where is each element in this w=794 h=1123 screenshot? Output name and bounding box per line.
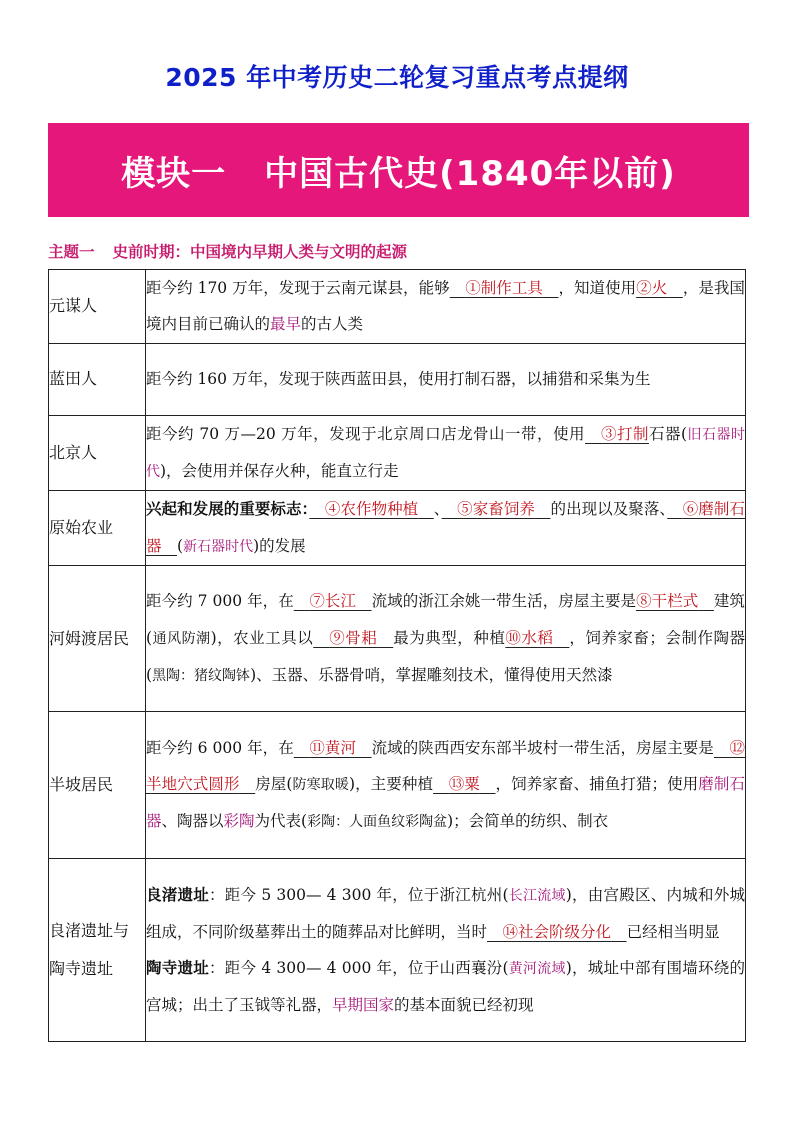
- text: 的出现以及聚落、: [550, 500, 668, 519]
- row-label: [49, 859, 146, 1042]
- row-content: [146, 270, 746, 344]
- text: ：距今 4 300— 4 000 年，位于山西襄汾(: [208, 959, 509, 978]
- row-content: [146, 859, 746, 1042]
- text: (: [177, 536, 184, 555]
- highlight-text: 新石器时代: [183, 538, 254, 555]
- answer-blank: ⑨骨耜: [329, 628, 378, 647]
- topic-heading: [48, 240, 407, 262]
- text: ，是我国境内目前已确认的: [146, 279, 745, 334]
- row-label-line: 良渚遗址与: [49, 921, 130, 941]
- banner-module-title: 中国古代史(1840年以前): [264, 153, 676, 194]
- highlight-text: 彩陶: [223, 812, 255, 831]
- row-content: [146, 343, 746, 415]
- text: 流域的浙江余姚一带生活，房屋主要是: [371, 592, 637, 611]
- row-content: [146, 712, 746, 859]
- row-label: 蓝田人: [49, 343, 146, 415]
- text: 的古人类: [301, 315, 364, 334]
- note-text: 彩陶：人面鱼纹彩陶盆: [307, 814, 448, 831]
- table-row: [49, 491, 746, 566]
- row-label: 河姆渡居民: [49, 566, 146, 712]
- table-row: [49, 343, 746, 415]
- text: )；会简单的纺织、制衣: [447, 812, 609, 831]
- text: 石器(: [648, 424, 688, 443]
- text: 、: [433, 500, 442, 519]
- table-row: [49, 566, 746, 712]
- text: ，饲养家畜；会制作陶器(: [146, 628, 745, 684]
- answer-blank: ②火: [636, 279, 668, 297]
- text: 距今约 7 000 年，在: [146, 592, 294, 611]
- topic-text: 史前时期：中国境内早期人类与文明的起源: [112, 243, 408, 261]
- highlight-text: 早期国家: [332, 996, 395, 1015]
- note-text: 防寒取暖: [292, 777, 349, 794]
- module-banner: [48, 123, 749, 217]
- table-row: [49, 415, 746, 491]
- text: )，主要种植: [348, 775, 434, 794]
- note-text: 黑陶：猪纹陶钵: [152, 667, 251, 684]
- note-text: 通风防潮: [152, 630, 211, 647]
- answer-blank: ⑩水稻: [505, 628, 554, 647]
- site-name: 陶寺遗址: [146, 959, 209, 978]
- outline-table: [48, 269, 746, 1042]
- text: 距今约 70 万—20 万年，发现于北京周口店龙骨山一带，使用: [146, 424, 585, 443]
- answer-blank: ⑭社会阶级分化: [502, 922, 612, 941]
- text: )，城址中部有围墙环绕的宫城；出土了玉钺等礼器，: [146, 959, 745, 1015]
- table-row: [49, 712, 746, 859]
- table-row: [49, 270, 746, 344]
- table-row: [49, 859, 746, 1042]
- row-content: [146, 491, 746, 566]
- answer-blank: ⑫半地穴式圆形: [146, 738, 745, 794]
- text: )，农业工具以: [210, 628, 314, 647]
- site-name: 良渚遗址: [146, 885, 209, 904]
- row-label: 半坡居民: [49, 712, 146, 859]
- row-label-line: 陶寺遗址: [49, 959, 114, 979]
- text: 距今约 6 000 年，在: [146, 738, 294, 757]
- text: 已经相当明显: [626, 922, 720, 941]
- text: 建筑(: [146, 592, 745, 647]
- answer-blank: ③打制: [601, 424, 649, 443]
- text: ，饲养家畜、捕鱼打猎；使用: [495, 775, 699, 794]
- highlight-text: 旧石器时代: [146, 426, 745, 480]
- answer-blank: ⑥磨制石器: [146, 500, 745, 555]
- topic-label: 主题一: [48, 243, 95, 261]
- answer-blank: ⑦长江: [309, 592, 357, 611]
- text: ：距今 5 300— 4 300 年，位于浙江杭州(: [208, 885, 509, 904]
- answer-blank: ①制作工具: [465, 279, 543, 297]
- row-label: 原始农业: [49, 491, 146, 566]
- highlight-text: 长江流域: [508, 887, 566, 904]
- row-content: [146, 415, 746, 491]
- highlight-text: 最早: [270, 315, 302, 334]
- text: )，会使用并保存火种，能直立行走: [160, 461, 399, 480]
- highlight-text: 黄河流域: [508, 961, 566, 978]
- answer-blank: ⑧干栏式: [636, 592, 699, 611]
- text: )、玉器、乐器骨哨，掌握雕刻技术，懂得使用天然漆: [250, 665, 613, 684]
- answer-blank: ⑪黄河: [309, 738, 357, 757]
- row-content: [146, 566, 746, 712]
- text: 距今约 170 万年，发现于云南元谋县，能够: [146, 279, 450, 297]
- banner-module-label: 模块一: [121, 153, 227, 194]
- text: 最为典型，种植: [393, 628, 506, 647]
- text: 兴起和发展的重要标志：: [146, 500, 310, 519]
- text: 距今约 160 万年，发现于陕西蓝田县，使用打制石器，以捕猎和采集为生: [146, 369, 651, 388]
- text: 的基本面貌已经初现: [394, 996, 534, 1015]
- answer-blank: ⑤家畜饲养: [457, 500, 535, 519]
- highlight-text: 磨制石器: [146, 775, 745, 831]
- text: ，知道使用: [558, 279, 637, 297]
- document-title: 2025 年中考历史二轮复习重点考点提纲: [165, 63, 629, 92]
- text: )，由宫殿区、内城和外城组成，不同阶级墓葬出土的随葬品对比鲜明，当时: [146, 885, 745, 941]
- text: 流域的陕西西安东部半坡村一带生活，房屋主要是: [371, 738, 714, 757]
- text: 房屋(: [255, 775, 293, 794]
- row-label: 北京人: [49, 415, 146, 491]
- text: )的发展: [253, 536, 306, 555]
- answer-blank: ⑬粟: [448, 775, 480, 794]
- text: 为代表(: [254, 812, 308, 831]
- text: 、陶器以: [161, 812, 224, 831]
- row-label: 元谋人: [49, 270, 146, 344]
- answer-blank: ④农作物种植: [324, 500, 419, 519]
